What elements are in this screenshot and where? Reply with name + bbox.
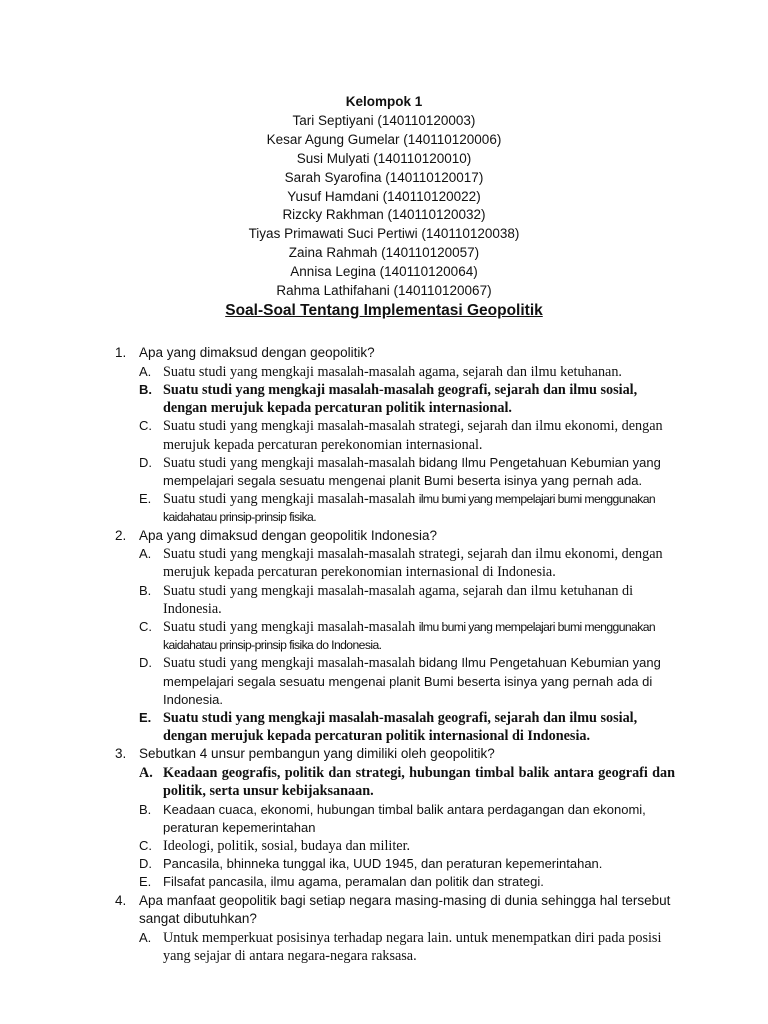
question-1 — [115, 344, 675, 527]
option-letter: B. — [139, 801, 152, 817]
question-number: 1. — [115, 345, 127, 360]
option-letter: A. — [139, 363, 152, 379]
option-text: Filsafat pancasila, ilmu agama, peramalan dan politik dan strategi. — [163, 874, 544, 890]
option-a — [115, 764, 675, 800]
member-name: Tiyas Primawati Suci Pertiwi (140110120038) — [248, 226, 520, 242]
option-e — [115, 873, 675, 891]
option-a — [115, 363, 675, 381]
option-text: Suatu studi yang mengkaji masalah-masalah — [163, 619, 419, 636]
option-letter: A. — [139, 546, 152, 562]
member-name: Susi Mulyati (140110120010) — [296, 150, 472, 166]
option-text: Untuk memperkuat posisinya terhadap negara lain. untuk menempatkan diri pada posisi yang sejajar di antara negara-negara raksasa. — [163, 930, 662, 965]
question-text — [115, 344, 675, 363]
question-number: 4. — [115, 892, 127, 908]
question-prompt: Apa yang dimaksud dengan geopolitik? — [139, 345, 375, 360]
option-text-continued: ilmu bumi yang mempelajari bumi menggunakan kaidahatau prinsip-prinsip fisika do Indonesia. — [163, 620, 656, 653]
member-name: Kesar Agung Gumelar (140110120006) — [266, 131, 502, 147]
option-b — [115, 381, 675, 417]
option-c — [115, 837, 675, 855]
option-letter: E. — [139, 491, 152, 507]
member-name: Sarah Syarofina (140110120017) — [284, 169, 484, 185]
member-name: Yusuf Hamdani (140110120022) — [287, 188, 481, 204]
option-letter: B. — [139, 582, 152, 598]
option-e — [115, 490, 675, 526]
question-text — [115, 892, 675, 929]
question-number: 3. — [115, 746, 127, 762]
option-text: Pancasila, bhinneka tunggal ika, UUD 1945, dan peraturan kepemerintahan. — [163, 856, 603, 872]
question-3 — [115, 745, 675, 891]
header-block — [0, 93, 768, 301]
option-letter: C. — [139, 619, 152, 635]
option-letter: C. — [139, 837, 152, 853]
option-d — [115, 454, 675, 490]
option-text: Suatu studi yang mengkaji masalah-masalah — [163, 454, 419, 471]
question-prompt: Sebutkan 4 unsur pembangun yang dimiliki oleh geopolitik? — [139, 746, 495, 762]
option-text: Suatu studi yang mengkaji masalah-masalah geografi, sejarah dan ilmu sosial, dengan merujuk kepada percaturan politik internasional. — [163, 381, 638, 417]
option-letter: D. — [139, 655, 152, 671]
option-e — [115, 709, 675, 745]
option-text: Suatu studi yang mengkaji masalah-masalah strategi, sejarah dan ilmu ekonomi, dengan merujuk kepada percaturan perekonomian internasional di Indonesia. — [163, 546, 663, 581]
option-text-continued: bidang Ilmu Pengetahuan Kebumian yang mempelajari segala sesuatu mengenai planit Bumi beserta isinya yang pernah ada di Indonesia. — [163, 655, 661, 707]
option-letter: B. — [139, 381, 152, 397]
group-name: Kelompok 1 — [345, 94, 423, 109]
option-letter: D. — [139, 454, 152, 470]
option-text: Suatu studi yang mengkaji masalah-masalah strategi, sejarah dan ilmu ekonomi, dengan merujuk kepada percaturan perekonomian internasional. — [163, 418, 663, 453]
option-c — [115, 417, 675, 453]
option-text: Suatu studi yang mengkaji masalah-masalah — [163, 655, 419, 672]
option-letter: E. — [139, 710, 152, 726]
option-text: Suatu studi yang mengkaji masalah-masalah geografi, sejarah dan ilmu sosial, dengan merujuk kepada percaturan politik internasional di Indonesia. — [163, 710, 638, 745]
option-text-continued: bidang Ilmu Pengetahuan Kebumian yang mempelajari segala sesuatu mengenai planit Bumi beserta isinya yang pernah ada. — [163, 454, 661, 488]
member-name: Tari Septiyani (140110120003) — [292, 112, 476, 128]
question-text — [115, 527, 675, 546]
question-list — [115, 344, 675, 965]
option-text: Keadaan geografis, politik dan strategi, hubungan timbal balik antara geografi dan politik, serta unsur kebijaksanaan. — [163, 765, 675, 800]
option-text: Suatu studi yang mengkaji masalah-masalah agama, sejarah dan ilmu ketuhanan di Indonesia. — [163, 582, 634, 617]
question-text — [115, 745, 675, 764]
option-letter: E. — [139, 874, 152, 890]
option-b — [115, 801, 675, 837]
option-letter: C. — [139, 418, 152, 434]
option-letter: A. — [139, 930, 152, 945]
option-text-continued: ilmu bumi yang mempelajari bumi menggunakan kaidahatau prinsip-prinsip fisika. — [163, 492, 656, 525]
option-a — [115, 545, 675, 581]
option-letter: A. — [139, 765, 153, 782]
member-name: Zaina Rahmah (140110120057) — [288, 245, 480, 261]
option-text: Suatu studi yang mengkaji masalah-masalah agama, sejarah dan ilmu ketuhanan. — [163, 363, 622, 380]
question-prompt: Apa yang dimaksud dengan geopolitik Indonesia? — [139, 527, 437, 543]
option-a — [115, 929, 675, 965]
option-text: Suatu studi yang mengkaji masalah-masalah — [163, 491, 419, 508]
option-text: Ideologi, politik, sosial, budaya dan militer. — [163, 837, 411, 854]
member-name: Rizcky Rakhman (140110120032) — [282, 207, 486, 223]
question-4 — [115, 892, 675, 966]
question-2 — [115, 527, 675, 746]
question-prompt: Apa manfaat geopolitik bagi setiap negara masing-masing di dunia sehingga hal tersebut sangat dibutuhkan? — [139, 892, 671, 927]
option-d — [115, 855, 675, 873]
option-text: Keadaan cuaca, ekonomi, hubungan timbal balik antara perdagangan dan ekonomi, peraturan kepemerintahan — [163, 801, 646, 835]
option-b — [115, 582, 675, 618]
option-d — [115, 654, 675, 709]
member-name: Annisa Legina (140110120064) — [290, 264, 478, 280]
member-name: Rahma Lathifahani (140110120067) — [276, 283, 492, 299]
question-number: 2. — [115, 527, 127, 543]
option-c — [115, 618, 675, 654]
document-title: Soal-Soal Tentang Implementasi Geopolitik — [225, 302, 543, 319]
option-letter: D. — [139, 856, 152, 872]
